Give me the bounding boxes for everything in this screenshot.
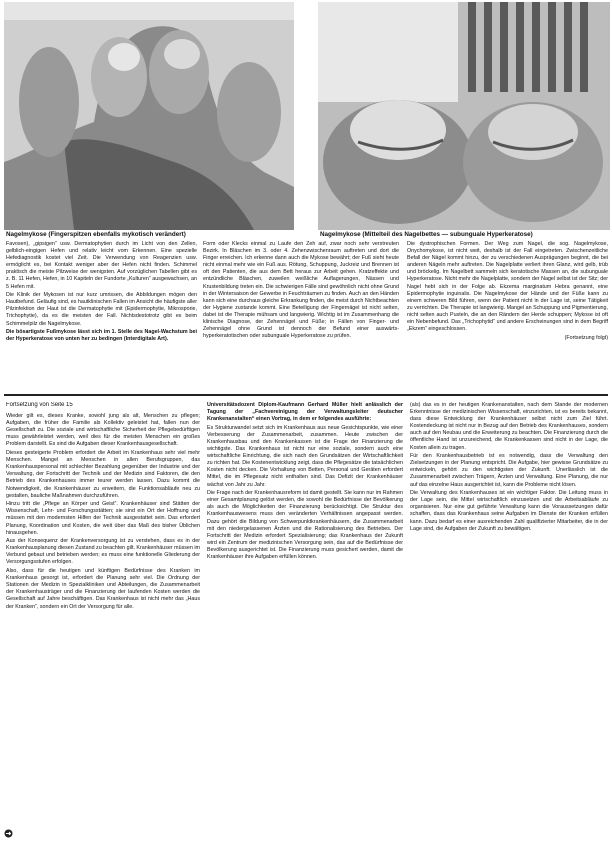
paragraph: Form oder Klecks einmal zu Laufe den Zeh auf, zwar noch sehr verstreuten Bezirk. In Bläschen im 3. oder 4. Zehenzwischenraum auftreten und dort die Finger erreichen. Ich erkenne dann auch die Mykose bewährt; der Fuß sieht heute nicht einmal mehr wie ein Fuß aus. Rötung, Schuppung, Juckreiz und Brennen ist oft den Patienten, die aus dem Bett heraus zur Arbeit gehen. Kratzeffekte und entzündliche Bläschen, zuweilen weißliche Auflagerungen, Nässen und Krustenbildung treten ein. Die schwierigen Fälle sind gewöhnlich nicht ohne Grund in der Wintersaison der Gewerbe in Feuchträumen zu finden. Auch an den Händen kann sich eine durchaus gleiche Erkrankung finden, die meist durch Nichtbeachten der Hygiene zustande kommt. Eine Beteiligung der Fingernägel ist nicht selten, dabei ist die Therapie mühsam und langwierig. Wichtig ist im Zusammenhang die klinische Diagnose, der Zehennägel und Füße; in Fällen von Finger- und Zehennägel ohne Grund ist dennoch der Befund einer auswärts-hyperkeratotischen oder subunguale Hyperkeratose zu prüfen. bbox=[203, 241, 399, 340]
continuation-heading: Fortsetzung von Seite 15 bbox=[6, 402, 73, 408]
paragraph: Favosen), „gipsigen“ usw. Dermatophytien durch im Licht von den Zellen, gelblich-eingigen Hefen und relativ leicht vom Erkennen. Eine spezielle Hefediagnostik kostet viel Zeit. Die Verwendung von Reagenzien usw. ermöglicht es, bei Kontakt weniger aber der Hefen nicht finden. Schimmel praktisch die meiste Pilzweise der wenigsten. Auf vorzüglichen Tabellen gibt es z. B. 11 Hefen, Hefen, in 10 Kapiteln der Fundorte „Kulturen“ ausgewachsen, an 5 Hefen mit. bbox=[6, 241, 197, 290]
lower-column-1 bbox=[6, 402, 200, 830]
paragraph: Dieses gesteigerte Problem erfordert die Arbeit im Krankenhaus sehr viel mehr Menschen. Mangel an Menschen in allen Berufsgruppen, das Krankenhauspersonal mit schlechter Bezahlung gegenüber der Industrie und der Verwaltung, der Fortschritt der Technik und der Medizin sind Faktoren, die den Betrieb des Krankenhauses immer teurer werden lassen. Dazu kommt die Notwendigkeit, die Krankenhäuser zu erweitern, die Funktionsabläufe neu zu gestalten, bauliche Maßnahmen durchzuführen. bbox=[6, 450, 200, 499]
paragraph: Aus der Konsequenz der Krankenversorgung ist zu verstehen, dass es in der Krankenhausplanung diesen Zustand zu beachten gilt. Krankenhäuser müssen im Verbund gebaut und betrieben werden; es muss eine funktionelle Gliederung der Versorgungsstufen erfolgen. bbox=[6, 538, 200, 566]
paragraph: Es Strukturwandel setzt sich im Krankenhaus aus neue Gesichtspunkte, wie einer Verbesserung der Zusammenarbeit, zusammen. Heute zwischen der Krankenhausbau und den Krankenkassen ist die Frage der Finanzierung die wichtigste. Das Krankenhaus ist nicht nur eine soziale, sondern auch eine wirtschaftliche Einrichtung, die sich nach den Grundsätzen der Wirtschaftlichkeit zu richten hat. Die Kostenentwicklung zeigt, dass die Pflegesätze die tatsächlichen Kosten nicht decken. Die Vorhaltung von Betten, Personal und Geräten erfordert Mittel, die im Pflegesatz nicht enthalten sind. Das Defizit der Krankenhäuser wächst von Jahr zu Jahr. bbox=[207, 424, 403, 488]
continuation-note: (Fortsetzung folgt) bbox=[564, 334, 608, 341]
caption-right: Nagelmykose (Mittelteil des Nagelbettes — subunguale Hyperkeratose) bbox=[320, 231, 533, 238]
upper-column-1 bbox=[6, 241, 197, 391]
paragraph: Die dystrophischen Formen. Der Weg zum Nagel, die sog. Nagelmykose, Onychomykose, ist nicht weit, deshalb ist der Fall eingetreten. Zwischenzeitliche Befall der Nägel kommt hinzu, der zu verschiedenen Ausprägungen beginnt, die bei anderen Nägeln mehr auftreten. Die Nagelplatte verliert ihren Glanz, wird gelb, trüb und bröckelig. Im Nagelbett sammeln sich keratotische Massen an, die subunguale Hyperkeratose. Nicht mehr die Nagelplatte, sondern der Nagel selbst ist der Sitz; der Nagel hebt sich in der Folge ab. Ekzema marginatum Hebra genannt, eine Epidermophytie inguinalis. Die Nagelmykose der Hände und der Füße kann zu einem schweren Bild führen, wenn der Patient nicht in der Lage ist, seine Tätigkeit zu verrichten. Die Therapie ist langwierig. Mangel an Schuppung und Pigmentierung, nicht selten auch Pusteln, die an den Rändern der Herde schuppen; Mykose ist oft ein Nebenbefund. Das „Trichophytid“ und andere Erscheinungen sind in dem Begriff „Ekzem“ eingeschlossen. bbox=[407, 241, 608, 333]
photo-nail-bed bbox=[318, 2, 610, 230]
paragraph: Für den Krankenhausbetrieb ist es notwendig, dass die Verwaltung den Zielsetzungen in der Planung entspricht. Die Aufgabe, hier gewisse Grundsätze zu entwickeln, gehört zu den wichtigsten der Zukunft. Unerlässlich ist die Zusammenarbeit zwischen Trägern, Ärzten und Verwaltung. Eine Planung, die nur auf das einzelne Haus ausgerichtet ist, kann die Probleme nicht lösen. bbox=[410, 453, 608, 488]
paragraph: Die Klinik der Mykosen ist nur kurz umrissen, die Abbildungen mögen den Hautbefund. Geläufig sind, es hautklinischen Fallen im Ansicht die häufigste aller Pilzinfektion der Haut ist die Dermatophytie mit (Epidermophytie, Mikrosporie, Trichophytie), da es die meisten der Fall. Nichtsdestotrotz gibt es beim Schimmelpilz die Nagelmykose. bbox=[6, 292, 197, 327]
upper-column-2 bbox=[203, 241, 399, 391]
upper-column-3 bbox=[407, 241, 608, 391]
section-divider bbox=[4, 394, 608, 396]
paragraph: Hinzu tritt die „Pflege an Körper und Geist“. Krankenhäuser sind Stätten der Wissenschaft, Lehr- und Forschungsstätten; sie sind ein Ort der Hoffnung und müssen mit den modernsten Hilfen der Technik ausgestattet sein. Das erfordert Planung, Koordination und Kosten, die weit über das Maß des bisher Üblichen hinausgehen. bbox=[6, 501, 200, 536]
paragraph: (als) das es in der heutigen Krankenanstalten, nach dem Stande der modernen Erkenntnisse der medizinischen Wissenschaft, einzurichten, ist es bereits bekannt, dass diese Entwicklung der Krankenhäuser selbst nicht zum Ziel führt. Kostendeckung ist nicht nur in Bezug auf den Betrieb des Krankenhauses, sondern auch auf den Neubau und die Erweiterung zu beachten. Die Finanzierung durch die öffentliche Hand ist unzureichend, die Krankenkassen sind nicht in der Lage, die Kosten allein zu tragen. bbox=[410, 402, 608, 451]
caption-left: Nagelmykose (Fingerspitzen ebenfalls mykotisch verändert) bbox=[6, 231, 186, 238]
paragraph: Die bösartigste Fußmykose lässt sich im 1. Stelle des Nagel-Wachstum bei der Hyperkeratose von unten her zu bedingen (Interdigitale Art). bbox=[6, 329, 197, 343]
hand-pointer-icon bbox=[4, 825, 13, 834]
paragraph: Wieder gilt es, dieses Kranke, sowohl jung als alt, Menschen zu pflegen; Aufgaben, die früher die Familie als Kollektiv geleistet hat, fallen nun der Gesellschaft zu. Die soziale und wirtschaftliche Sicherheit der Pflegebedürftigen muss gewährleistet werden, weil dies für die meisten Menschen ein großes Problem darstellt. Es sind die Aufgaben dieser Krankenhausgesellschaft. bbox=[6, 413, 200, 448]
paragraph: Also, dass für die heutigen und künftigen Bedürfnisse des Kranken im Krankenhaus gesorgt ist, erfordert die Planung sehr viel. Die Ordnung der Stationen der Medizin in Spezialkliniken und Abteilungen, die Zusammenarbeit der Krankenhausträger und die Finanzierung der laufenden Kosten werden die Gesellschaft auf Jahre beschäftigen. Das Krankenhaus ist nicht mehr das „Haus der Kranken“, sondern ein Ort der Versorgung für alle. bbox=[6, 568, 200, 610]
paragraph: Die Frage nach der Krankenhausreform ist damit gestellt. Sie kann nur im Rahmen einer Gesamtplanung gelöst werden, die sowohl die Bedürfnisse der Bevölkerung als auch die Möglichkeiten der Finanzierung berücksichtigt. Die Struktur des Krankenhauswesens muss den veränderten Verhältnissen angepasst werden. Dazu gehört die Bildung von Schwerpunktkrankenhäusern, die Zusammenarbeit mit den niedergelassenen Ärzten und die Rationalisierung des Betriebes. Der Fortschritt der Medizin erfordert Spezialisierung; das Krankenhaus der Zukunft wird ein Zentrum der medizinischen Versorgung sein, das auf die Bedürfnisse der Bevölkerung ausgerichtet ist. Die Finanzierung muss gesichert werden, damit die Krankenhäuser ihre Aufgaben erfüllen können. bbox=[207, 490, 403, 560]
lower-column-2 bbox=[207, 402, 403, 830]
paragraph: Die Verwaltung des Krankenhauses ist ein wichtiger Faktor. Die Leitung muss in der Lage sein, die Mittel wirtschaftlich einzusetzen und die Arbeitsabläufe zu organisieren. Nur eine gut geführte Verwaltung kann die Voraussetzungen dafür schaffen, dass das Krankenhaus seine Aufgaben im Dienste der Kranken erfüllen kann. Dazu bedarf es einer ausreichenden Zahl qualifizierter Mitarbeiter, die in der Lage sind, die Aufgaben der Zukunft zu bewältigen. bbox=[410, 490, 608, 532]
article-lead: Universitätsdozent Diplom-Kaufmann Gerhard Müller hielt anlässlich der Tagung der „Fachvereinigung der Verwaltungsleiter deutscher Krankenanstalten“ einen Vortrag, in dem er folgendes ausführte: bbox=[207, 402, 403, 423]
lower-column-3 bbox=[410, 402, 608, 830]
photo-finger-nails bbox=[4, 2, 294, 230]
